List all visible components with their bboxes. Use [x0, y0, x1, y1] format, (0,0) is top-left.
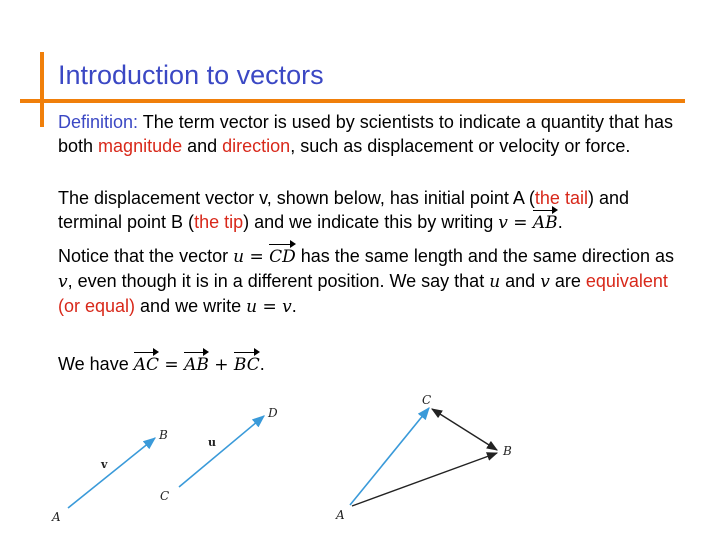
vector-u-arrow: [179, 416, 264, 487]
figure-vector-u: [160, 406, 278, 503]
point-B-label: B: [503, 444, 512, 458]
math-v: v: [282, 297, 292, 317]
point-B-label: B: [159, 428, 168, 442]
vector-BC: BC: [233, 355, 260, 375]
term-direction: direction: [222, 136, 291, 156]
vector-AC-arrow: [350, 408, 429, 505]
definition-text-2: and: [182, 136, 223, 156]
vector-AB-arrow: [352, 453, 497, 506]
vector-AB: AB: [184, 355, 209, 375]
displacement-text-2: ) and terminal point B (: [58, 188, 629, 232]
definition-text-3: , such as displacement or velocity or force.: [290, 136, 631, 156]
vector-u-label: u: [208, 436, 216, 449]
math-equals: =: [159, 355, 185, 375]
math-u: u: [246, 297, 258, 317]
we-have-text: We have: [58, 354, 134, 374]
vector-v-arrow: [68, 438, 155, 508]
displacement-end: .: [557, 212, 563, 232]
math-equals: =: [257, 297, 283, 317]
notice-text-3: , even though it is in a different position. We say that: [67, 271, 490, 291]
math-equals: =: [507, 213, 533, 233]
notice-text-6: and we write: [135, 296, 247, 316]
point-A-label: A: [336, 508, 345, 522]
vector-CD: CD: [269, 247, 296, 267]
term-tip: the tip: [194, 212, 244, 232]
notice-end: .: [291, 296, 297, 316]
notice-text-2: has the same length and the same direction as: [295, 246, 674, 266]
figure-vector-v: [51, 428, 168, 524]
point-C-label: C: [160, 489, 170, 503]
notice-text-1: Notice that the vector: [58, 246, 234, 266]
math-v: v: [58, 272, 68, 292]
notice-text-4: and: [500, 271, 541, 291]
math-v: v: [498, 213, 508, 233]
math-u: u: [233, 247, 245, 267]
math-v: v: [540, 272, 550, 292]
displacement-text-3: ) and we indicate this by writing: [243, 212, 499, 232]
slide-title: Introduction to vectors: [58, 60, 324, 90]
term-magnitude: magnitude: [98, 136, 183, 156]
definition-text-1: The term vector is used by scientists to indicate a quantity that has both: [58, 112, 673, 156]
we-have-end: .: [259, 354, 265, 374]
point-C-label: C: [422, 393, 432, 407]
math-u: u: [489, 272, 501, 292]
figure-triangle: [335, 393, 512, 522]
term-tail: the tail: [534, 188, 588, 208]
vector-AB: AB: [532, 213, 558, 233]
vector-AC: AC: [133, 355, 160, 375]
point-A-label: A: [52, 510, 61, 524]
term-equivalent: equivalent (or equal): [58, 271, 668, 316]
math-equals: =: [244, 247, 270, 267]
definition-label: Definition:: [58, 112, 139, 132]
vector-CB-arrow: [432, 409, 497, 450]
vector-v-label: v: [101, 458, 108, 471]
point-D-label: D: [268, 406, 278, 420]
notice-text-5: are: [549, 271, 586, 291]
displacement-text-1: The displacement vector v, shown below, has initial point A (: [58, 188, 535, 208]
math-plus: +: [208, 355, 234, 375]
